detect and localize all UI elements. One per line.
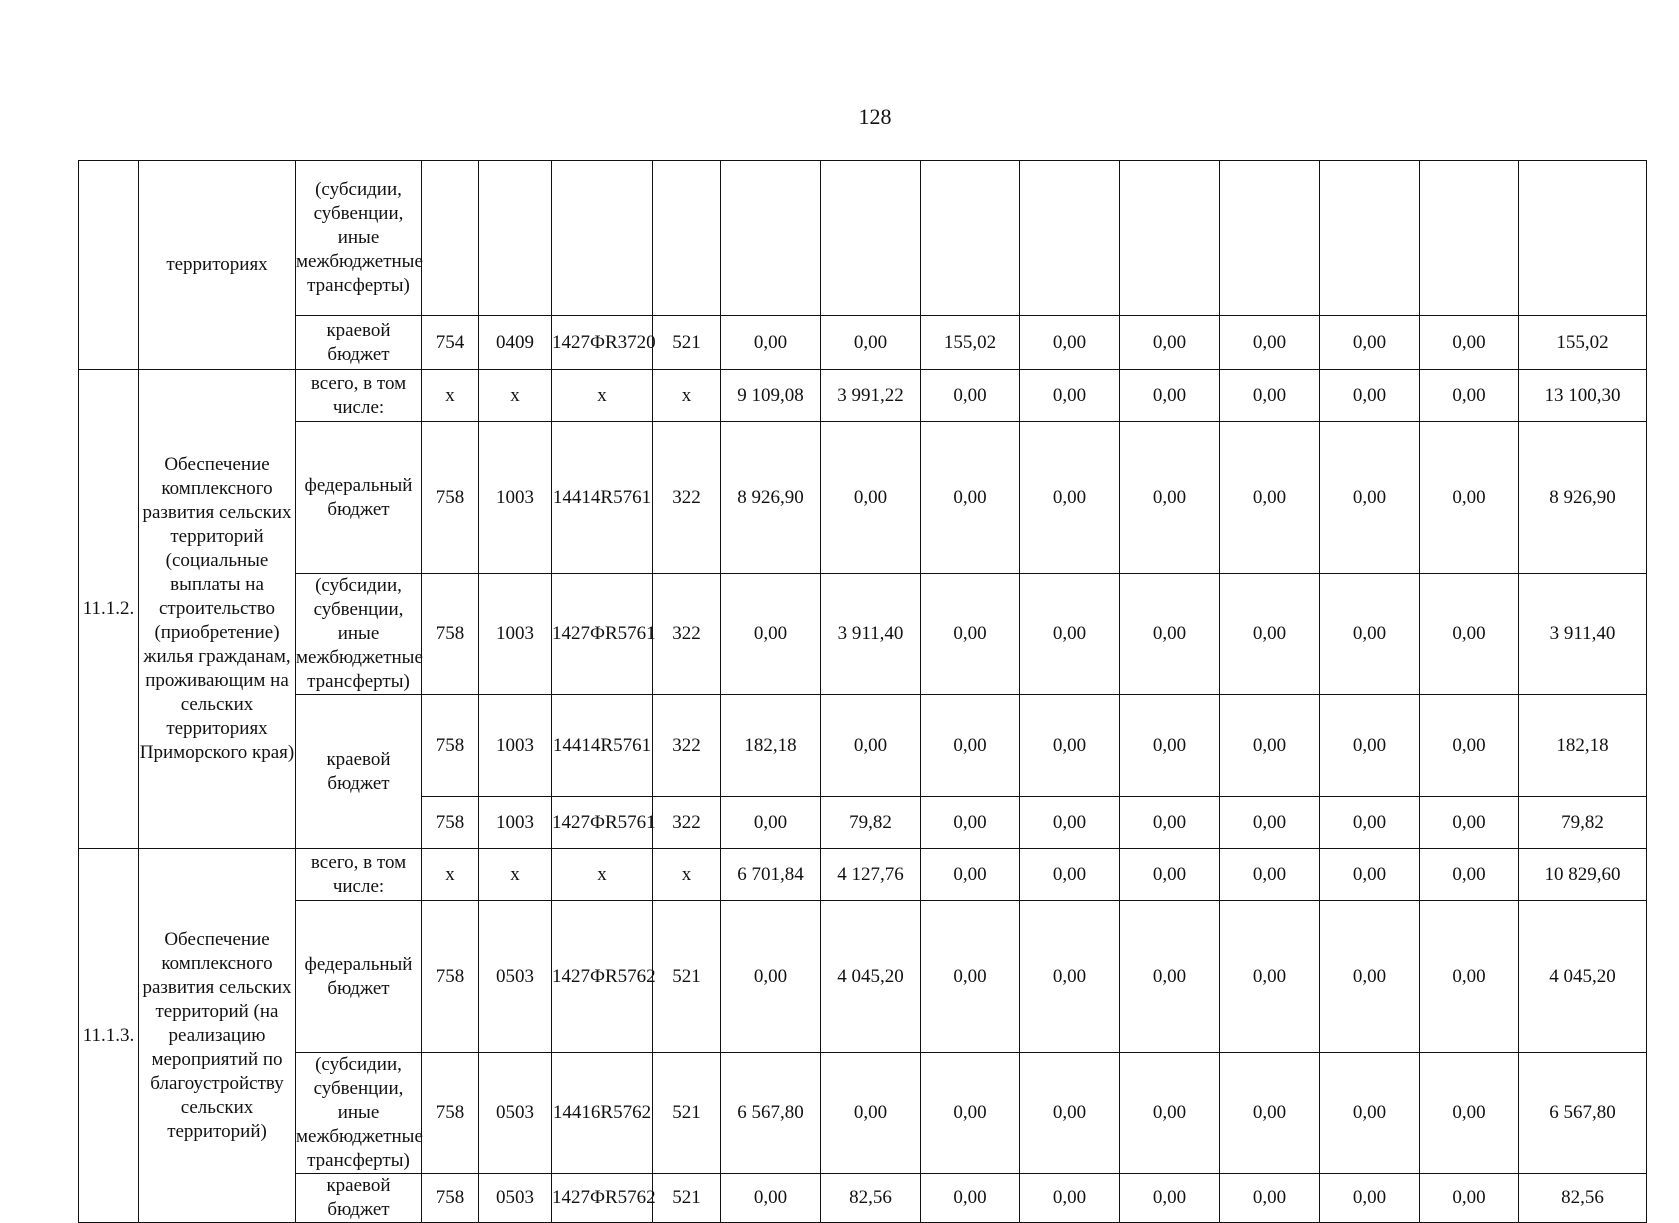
value-cell: 0,00 — [721, 1174, 821, 1223]
value-cell: 0,00 — [821, 316, 921, 370]
funding-source-cell: краевой бюджет — [296, 695, 422, 849]
item-name-cell: Обеспечение комплексного развития сельских территорий (социальные выплаты на строительство (приобретение) жилья гражданам, проживающим на сельских территориях Приморского края) — [139, 370, 296, 849]
value-cell: 0,00 — [1220, 370, 1320, 422]
funding-source-cell: краевой бюджет — [296, 316, 422, 370]
total-cell: 8 926,90 — [1519, 422, 1647, 574]
value-cell: 0,00 — [921, 695, 1020, 797]
table-row — [79, 849, 1647, 901]
value-cell: 0,00 — [1220, 1174, 1320, 1223]
item-name-cell: территориях — [139, 161, 296, 370]
total-cell — [1519, 161, 1647, 316]
value-cell: 0,00 — [1020, 1053, 1120, 1174]
total-cell: 79,82 — [1519, 797, 1647, 849]
table-row — [79, 574, 1647, 695]
value-cell: 0,00 — [1320, 370, 1420, 422]
value-cell: 155,02 — [921, 316, 1020, 370]
value-cell — [1120, 161, 1220, 316]
value-cell: 6 701,84 — [721, 849, 821, 901]
value-cell: 4 127,76 — [821, 849, 921, 901]
value-cell: 0,00 — [1220, 1053, 1320, 1174]
section-code: 1003 — [479, 422, 552, 574]
value-cell: 0,00 — [1120, 797, 1220, 849]
expense-type-code: 521 — [653, 1174, 721, 1223]
value-cell: 0,00 — [1120, 1053, 1220, 1174]
value-cell: 0,00 — [721, 901, 821, 1053]
section-code: 1003 — [479, 695, 552, 797]
value-cell: 0,00 — [1220, 849, 1320, 901]
expense-type-code: 322 — [653, 797, 721, 849]
value-cell: 0,00 — [921, 1174, 1020, 1223]
grbs-code: 758 — [422, 797, 479, 849]
grbs-code: x — [422, 370, 479, 422]
target-article-code: x — [552, 370, 653, 422]
target-article-code — [552, 161, 653, 316]
value-cell: 0,00 — [1120, 849, 1220, 901]
value-cell: 0,00 — [1020, 849, 1120, 901]
value-cell: 0,00 — [1420, 695, 1519, 797]
value-cell: 3 991,22 — [821, 370, 921, 422]
grbs-code: 758 — [422, 1053, 479, 1174]
target-article-code: 1427ФR5761 — [552, 574, 653, 695]
item-number-cell: 11.1.3. — [79, 849, 139, 1223]
value-cell: 0,00 — [1320, 901, 1420, 1053]
page-number: 128 — [858, 104, 892, 129]
value-cell: 0,00 — [821, 695, 921, 797]
value-cell: 0,00 — [1420, 422, 1519, 574]
value-cell: 0,00 — [1120, 574, 1220, 695]
value-cell — [921, 161, 1020, 316]
value-cell: 0,00 — [1220, 574, 1320, 695]
value-cell: 0,00 — [1020, 316, 1120, 370]
value-cell: 0,00 — [1420, 849, 1519, 901]
grbs-code: 754 — [422, 316, 479, 370]
value-cell: 0,00 — [921, 849, 1020, 901]
funding-source-cell: всего, в том числе: — [296, 370, 422, 422]
total-cell: 82,56 — [1519, 1174, 1647, 1223]
value-cell: 0,00 — [1020, 797, 1120, 849]
value-cell: 0,00 — [921, 574, 1020, 695]
funding-source-cell: всего, в том числе: — [296, 849, 422, 901]
grbs-code: 758 — [422, 695, 479, 797]
value-cell: 0,00 — [1020, 422, 1120, 574]
value-cell: 79,82 — [821, 797, 921, 849]
grbs-code — [422, 161, 479, 316]
value-cell: 0,00 — [1320, 422, 1420, 574]
value-cell: 0,00 — [1120, 695, 1220, 797]
value-cell: 0,00 — [921, 370, 1020, 422]
value-cell: 0,00 — [1020, 1174, 1120, 1223]
value-cell: 0,00 — [1320, 849, 1420, 901]
section-code: 1003 — [479, 574, 552, 695]
table-row — [79, 1053, 1647, 1174]
grbs-code: 758 — [422, 1174, 479, 1223]
value-cell — [721, 161, 821, 316]
value-cell: 8 926,90 — [721, 422, 821, 574]
table-row — [79, 161, 1647, 316]
value-cell: 0,00 — [1320, 1053, 1420, 1174]
value-cell: 6 567,80 — [721, 1053, 821, 1174]
budget-table — [78, 160, 1647, 1223]
funding-source-cell: краевой бюджет — [296, 1174, 422, 1223]
value-cell: 182,18 — [721, 695, 821, 797]
value-cell: 82,56 — [821, 1174, 921, 1223]
value-cell: 0,00 — [1320, 574, 1420, 695]
value-cell: 0,00 — [1420, 797, 1519, 849]
target-article-code: 14414R5761 — [552, 422, 653, 574]
target-article-code: x — [552, 849, 653, 901]
value-cell: 0,00 — [921, 1053, 1020, 1174]
value-cell — [1220, 161, 1320, 316]
value-cell: 0,00 — [1320, 797, 1420, 849]
funding-source-cell: (субсидии, субвенции, иные межбюджетные трансферты) — [296, 1053, 422, 1174]
funding-source-cell: федеральный бюджет — [296, 422, 422, 574]
total-cell: 10 829,60 — [1519, 849, 1647, 901]
value-cell: 0,00 — [1020, 370, 1120, 422]
total-cell: 4 045,20 — [1519, 901, 1647, 1053]
item-name-cell: Обеспечение комплексного развития сельских территорий (на реализацию мероприятий по благоустройству сельских территорий) — [139, 849, 296, 1223]
value-cell: 0,00 — [1220, 695, 1320, 797]
value-cell — [1020, 161, 1120, 316]
value-cell: 0,00 — [1320, 695, 1420, 797]
value-cell — [1320, 161, 1420, 316]
expense-type-code: x — [653, 849, 721, 901]
value-cell: 0,00 — [921, 901, 1020, 1053]
value-cell: 0,00 — [721, 574, 821, 695]
value-cell: 0,00 — [1020, 574, 1120, 695]
table-row — [79, 1174, 1647, 1223]
table-row — [79, 901, 1647, 1053]
value-cell: 0,00 — [1020, 901, 1120, 1053]
value-cell: 0,00 — [1420, 1174, 1519, 1223]
target-article-code: 1427ФR3720 — [552, 316, 653, 370]
section-code: x — [479, 370, 552, 422]
value-cell: 0,00 — [1420, 370, 1519, 422]
section-code: x — [479, 849, 552, 901]
value-cell: 0,00 — [1120, 1174, 1220, 1223]
total-cell: 182,18 — [1519, 695, 1647, 797]
expense-type-code: 322 — [653, 695, 721, 797]
expense-type-code: 521 — [653, 316, 721, 370]
target-article-code: 1427ФR5762 — [552, 901, 653, 1053]
expense-type-code: x — [653, 370, 721, 422]
funding-source-cell: федеральный бюджет — [296, 901, 422, 1053]
value-cell: 0,00 — [821, 422, 921, 574]
expense-type-code — [653, 161, 721, 316]
grbs-code: x — [422, 849, 479, 901]
value-cell — [821, 161, 921, 316]
value-cell: 0,00 — [1420, 1053, 1519, 1174]
target-article-code: 14416R5762 — [552, 1053, 653, 1174]
table-row — [79, 370, 1647, 422]
expense-type-code: 322 — [653, 422, 721, 574]
total-cell: 13 100,30 — [1519, 370, 1647, 422]
table-row — [79, 422, 1647, 574]
item-number-cell: 11.1.2. — [79, 370, 139, 849]
value-cell: 0,00 — [921, 422, 1020, 574]
value-cell: 0,00 — [1220, 316, 1320, 370]
value-cell: 0,00 — [1420, 574, 1519, 695]
value-cell: 0,00 — [821, 1053, 921, 1174]
grbs-code: 758 — [422, 901, 479, 1053]
value-cell: 0,00 — [721, 316, 821, 370]
value-cell: 0,00 — [1120, 901, 1220, 1053]
expense-type-code: 521 — [653, 1053, 721, 1174]
value-cell: 0,00 — [1420, 901, 1519, 1053]
section-code: 1003 — [479, 797, 552, 849]
section-code: 0409 — [479, 316, 552, 370]
item-number-cell — [79, 161, 139, 370]
expense-type-code: 322 — [653, 574, 721, 695]
funding-source-cell: (субсидии, субвенции, иные межбюджетные трансферты) — [296, 574, 422, 695]
section-code: 0503 — [479, 1053, 552, 1174]
funding-source-cell: (субсидии, субвенции, иные межбюджетные трансферты) — [296, 161, 422, 316]
value-cell: 0,00 — [1220, 422, 1320, 574]
total-cell: 155,02 — [1519, 316, 1647, 370]
value-cell: 0,00 — [1220, 901, 1320, 1053]
value-cell: 0,00 — [1120, 370, 1220, 422]
expense-type-code: 521 — [653, 901, 721, 1053]
value-cell: 0,00 — [1120, 422, 1220, 574]
target-article-code: 1427ФR5762 — [552, 1174, 653, 1223]
value-cell: 4 045,20 — [821, 901, 921, 1053]
target-article-code: 14414R5761 — [552, 695, 653, 797]
value-cell: 0,00 — [1120, 316, 1220, 370]
value-cell: 0,00 — [721, 797, 821, 849]
value-cell: 3 911,40 — [821, 574, 921, 695]
grbs-code: 758 — [422, 422, 479, 574]
value-cell: 0,00 — [1420, 316, 1519, 370]
value-cell: 0,00 — [1220, 797, 1320, 849]
section-code: 0503 — [479, 1174, 552, 1223]
value-cell: 0,00 — [1320, 316, 1420, 370]
value-cell — [1420, 161, 1519, 316]
value-cell: 0,00 — [1320, 1174, 1420, 1223]
value-cell: 9 109,08 — [721, 370, 821, 422]
total-cell: 3 911,40 — [1519, 574, 1647, 695]
total-cell: 6 567,80 — [1519, 1053, 1647, 1174]
table-row — [79, 316, 1647, 370]
target-article-code: 1427ФR5761 — [552, 797, 653, 849]
section-code: 0503 — [479, 901, 552, 1053]
table-row — [79, 695, 1647, 797]
section-code — [479, 161, 552, 316]
grbs-code: 758 — [422, 574, 479, 695]
value-cell: 0,00 — [1020, 695, 1120, 797]
value-cell: 0,00 — [921, 797, 1020, 849]
